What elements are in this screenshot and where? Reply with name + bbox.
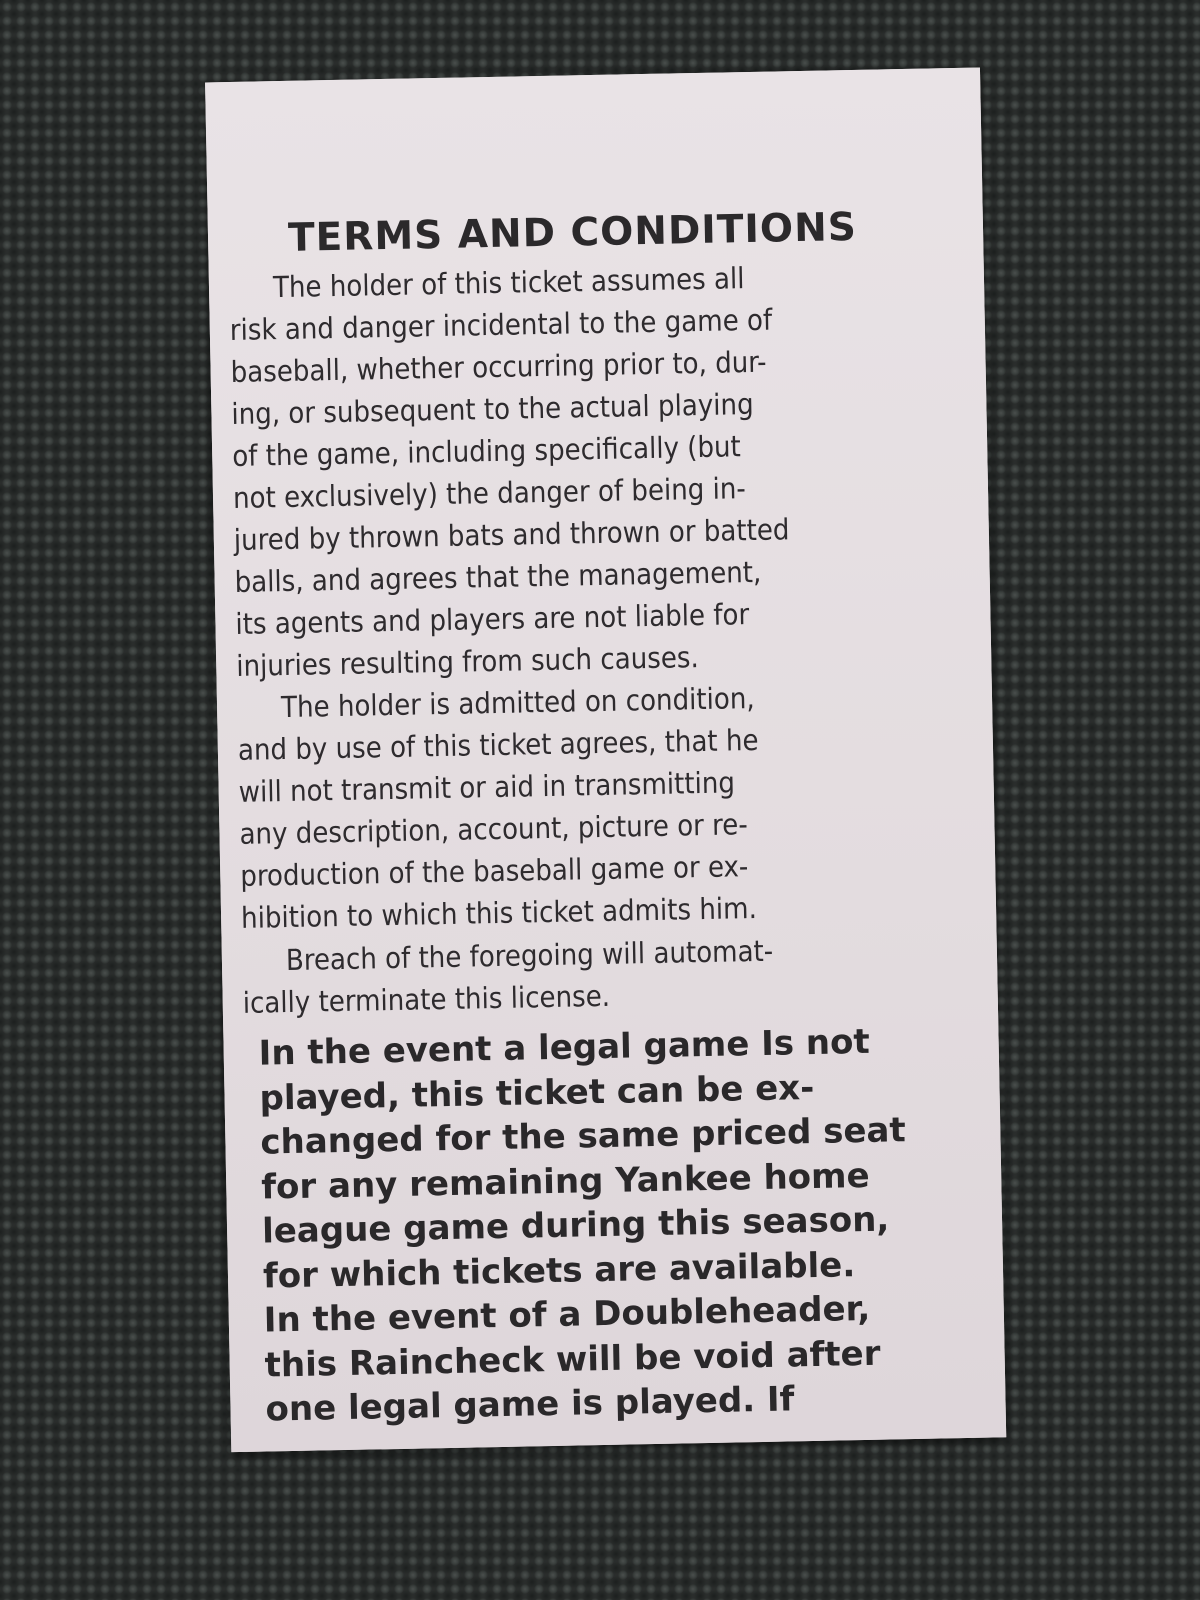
text-line: this Raincheck will be void after — [264, 1333, 881, 1386]
text-line: balls, and agrees that the management, — [234, 554, 762, 599]
text-line: league game during this season, — [261, 1199, 890, 1252]
text-line: ing, or subsequent to the actual playing — [231, 386, 754, 431]
text-line: and by use of this ticket agrees, that he — [237, 722, 759, 767]
ticket-back — [205, 68, 1006, 1453]
text-line: one legal game is played. If — [265, 1379, 795, 1430]
text-line: risk and danger incidental to the game of — [229, 302, 773, 348]
terms-title: TERMS AND CONDITIONS — [287, 204, 858, 261]
text-line: played, this ticket can be ex- — [259, 1067, 815, 1119]
admission-paragraph — [237, 674, 892, 938]
breach-paragraph — [242, 927, 893, 1023]
text-line: of the game, including specifically (but — [231, 429, 742, 473]
text-line: Breach of the foregoing will automat- — [285, 933, 774, 978]
text-line: any description, account, picture or re- — [239, 807, 749, 851]
text-line: The holder is admitted on condition, — [280, 681, 755, 725]
text-line: changed for the same priced seat — [260, 1110, 907, 1163]
text-line: The holder of this ticket assumes all — [272, 261, 745, 305]
text-line: In the event of a Doubleheader, — [263, 1288, 871, 1341]
text-line: In the event a legal game Is not — [258, 1021, 871, 1074]
text-line: its agents and players are not liable for — [235, 597, 750, 641]
text-line: will not transmit or aid in transmitting — [238, 765, 736, 809]
text-line: hibition to which this ticket admits him. — [240, 891, 758, 935]
text-line: baseball, whether occurring prior to, dur- — [230, 344, 767, 389]
text-line: production of the baseball game or ex- — [239, 849, 749, 893]
text-line: jured by thrown bats and thrown or batted — [233, 512, 790, 557]
liability-paragraph — [229, 255, 887, 687]
text-line: injuries resulting from such causes. — [235, 640, 700, 683]
raincheck-paragraph — [258, 1019, 926, 1432]
text-line: for which tickets are available. — [262, 1244, 856, 1297]
text-line: not exclusively) the danger of being in- — [232, 471, 747, 515]
text-line: for any remaining Yankee home — [260, 1155, 870, 1208]
text-line: ically terminate this license. — [242, 978, 611, 1020]
